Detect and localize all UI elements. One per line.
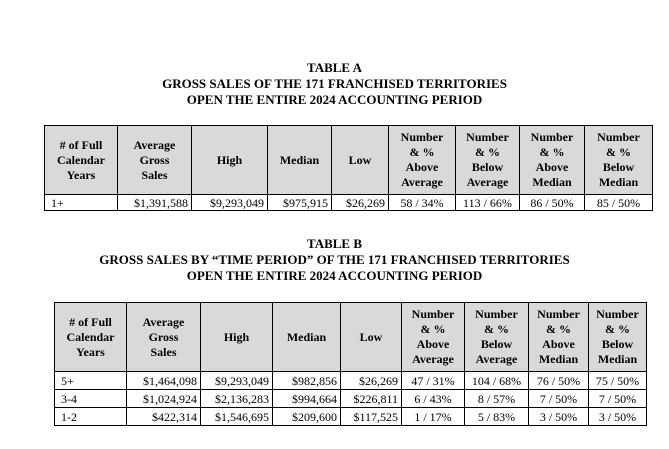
header-cell-high: High [192,126,268,195]
cell-above-average: 6 / 43% [402,390,465,408]
cell-above-median: 86 / 50% [520,195,585,211]
title-line: GROSS SALES BY “TIME PERIOD” OF THE 171 FRANCHISED TERRITORIES [99,252,570,267]
cell-years: 3-4 [55,390,127,408]
cell-low: $26,269 [332,195,389,211]
header-cell-low: Low [341,303,402,372]
cell-high: $9,293,049 [192,195,268,211]
header-cell-above-average: Number & % Above Average [389,126,456,195]
header-cell-below-median: Number & % Below Median [585,126,653,195]
header-cell-above-average: Number & % Above Average [402,303,465,372]
cell-below-average: 5 / 83% [465,408,529,426]
cell-low: $226,811 [341,390,402,408]
title-line: OPEN THE ENTIRE 2024 ACCOUNTING PERIOD [186,268,483,283]
title-line: TABLE B [306,236,363,251]
header-cell-median: Median [268,126,332,195]
table-a [44,125,653,211]
table-row [45,195,653,211]
cell-average: $1,024,924 [127,390,201,408]
cell-below-median: 75 / 50% [589,372,647,390]
header-cell-below-average: Number & % Below Average [456,126,520,195]
header-cell-years: # of Full Calendar Years [55,303,127,372]
cell-below-average: 8 / 57% [465,390,529,408]
table-a-title [0,60,669,108]
cell-average: $1,464,098 [127,372,201,390]
cell-above-average: 58 / 34% [389,195,456,211]
cell-high: $1,546,695 [201,408,273,426]
cell-years: 1-2 [55,408,127,426]
header-row [55,303,647,372]
header-cell-high: High [201,303,273,372]
cell-above-median: 76 / 50% [529,372,589,390]
cell-low: $117,525 [341,408,402,426]
cell-above-median: 3 / 50% [529,408,589,426]
table-b [54,302,647,426]
cell-above-average: 1 / 17% [402,408,465,426]
table-row [55,408,647,426]
header-cell-below-median: Number & % Below Median [589,303,647,372]
cell-high: $2,136,283 [201,390,273,408]
header-row [45,126,653,195]
cell-median: $975,915 [268,195,332,211]
cell-low: $26,269 [341,372,402,390]
cell-above-average: 47 / 31% [402,372,465,390]
header-cell-average: Average Gross Sales [118,126,192,195]
cell-below-median: 3 / 50% [589,408,647,426]
title-line: TABLE A [306,60,363,75]
cell-below-median: 85 / 50% [585,195,653,211]
cell-average: $422,314 [127,408,201,426]
cell-median: $209,600 [273,408,341,426]
cell-median: $982,856 [273,372,341,390]
cell-median: $994,664 [273,390,341,408]
header-cell-median: Median [273,303,341,372]
title-line: GROSS SALES OF THE 171 FRANCHISED TERRITORIES [162,76,507,91]
cell-below-average: 104 / 68% [465,372,529,390]
header-cell-above-median: Number & % Above Median [529,303,589,372]
table-b-title [0,236,669,284]
header-cell-above-median: Number & % Above Median [520,126,585,195]
header-cell-average: Average Gross Sales [127,303,201,372]
table-row [55,390,647,408]
title-line: OPEN THE ENTIRE 2024 ACCOUNTING PERIOD [186,92,483,107]
table-row [55,372,647,390]
cell-years: 1+ [45,195,118,211]
cell-high: $9,293,049 [201,372,273,390]
header-cell-years: # of Full Calendar Years [45,126,118,195]
header-cell-below-average: Number & % Below Average [465,303,529,372]
cell-above-median: 7 / 50% [529,390,589,408]
header-cell-low: Low [332,126,389,195]
cell-below-median: 7 / 50% [589,390,647,408]
cell-average: $1,391,588 [118,195,192,211]
cell-below-average: 113 / 66% [456,195,520,211]
cell-years: 5+ [55,372,127,390]
